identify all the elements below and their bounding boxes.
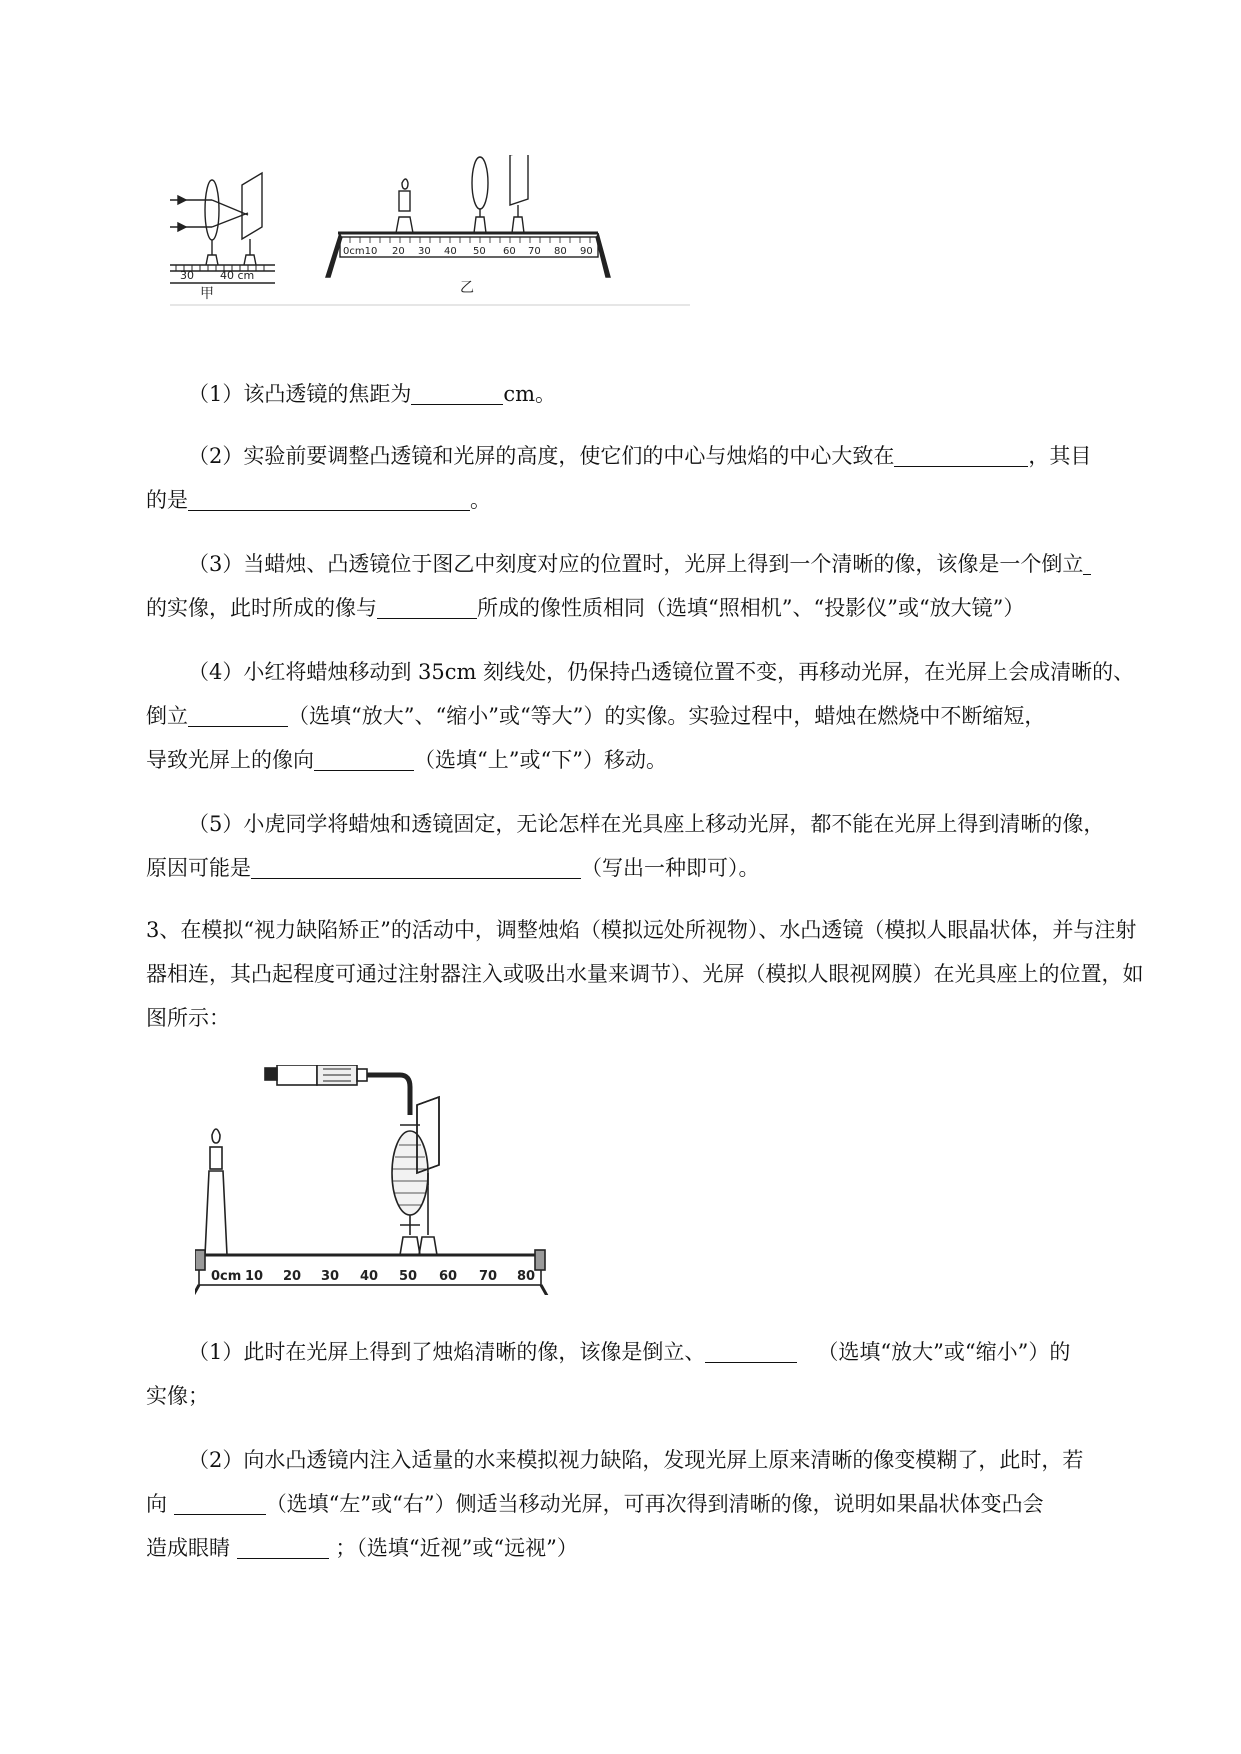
answer-blank[interactable] — [894, 444, 1028, 467]
answer-blank[interactable] — [377, 596, 477, 619]
figure-jia-tick: 40 cm — [220, 269, 255, 282]
figure-yi-tick: 0cm10 — [343, 246, 378, 257]
q2-part-4: （4）小红将蜡烛移动到 35cm 刻线处，仍保持凸透镜位置不变，再移动光屏，在光屏上会成清晰的、 — [188, 660, 1135, 684]
figure3-tick: 50 — [399, 1269, 418, 1284]
answer-blank[interactable] — [174, 1492, 266, 1515]
answer-blank[interactable] — [705, 1340, 797, 1363]
figure-yi-tick: 90 — [580, 246, 593, 257]
q2-part-3-cont: 的实像，此时所成的像与 所成的像性质相同（选填“照相机”、“投影仪”或“放大镜”） — [146, 596, 1025, 620]
figure3-tick: 20 — [283, 1269, 302, 1284]
figure-yi-tick: 80 — [554, 246, 567, 257]
q3-part-2-cont: 向 （选填“左”或“右”）侧适当移动光屏，可再次得到清晰的像，说明如果晶状体变凸会 — [146, 1492, 1044, 1516]
figure-vision-model — [195, 1065, 645, 1295]
figure-lens-bench-1 — [170, 155, 690, 335]
answer-blank[interactable] — [188, 704, 288, 727]
q2-part-2-cont: 的是 。 — [146, 488, 491, 512]
figure-yi — [326, 155, 610, 277]
q3-part-1-cont: 实像； — [146, 1384, 209, 1408]
figure3-tick: 40 — [360, 1269, 379, 1284]
q3-part-2-cont2: 造成眼睛 ；（选填“近视”或“远视”） — [146, 1536, 578, 1560]
figure3-tick: 80 — [517, 1269, 536, 1284]
q3-part-1: （1）此时在光屏上得到了烛焰清晰的像，该像是倒立、 （选填“放大”或“缩小”）的 — [188, 1340, 1071, 1364]
q3-intro: 3、在模拟“视力缺陷矫正”的活动中，调整烛焰（模拟远处所视物）、水凸透镜（模拟人眼晶状体，并与注射器相连，其凸起程度可通过注射器注入或吸出水量来调节）、光屏（模拟人眼视网膜）在光具座上的位置，如图所示： — [146, 918, 1144, 1030]
figure3-tick: 60 — [439, 1269, 458, 1284]
figure3-tick: 0cm — [211, 1269, 242, 1284]
q2-part-5-cont: 原因可能是 （写出一种即可）。 — [146, 856, 760, 880]
figure-yi-tick: 20 — [392, 246, 405, 257]
answer-blank[interactable] — [237, 1536, 329, 1559]
figure-yi-tick: 70 — [528, 246, 541, 257]
answer-blank[interactable] — [188, 488, 470, 511]
figure-yi-tick: 40 — [444, 246, 457, 257]
figure-jia-tick: 30 — [180, 269, 194, 282]
figure3-tick: 30 — [321, 1269, 340, 1284]
figure-yi-tick: 50 — [473, 246, 486, 257]
figure-jia-caption: 甲 — [200, 286, 214, 302]
q2-part-5: （5）小虎同学将蜡烛和透镜固定，无论怎样在光具座上移动光屏，都不能在光屏上得到清晰的像， — [188, 812, 1105, 836]
figure3-tick: 10 — [245, 1269, 264, 1284]
answer-blank[interactable] — [251, 856, 581, 879]
answer-blank[interactable] — [411, 382, 503, 405]
q2-part-2: （2）实验前要调整凸透镜和光屏的高度，使它们的中心与烛焰的中心大致在 ，其目 — [188, 444, 1092, 468]
q2-part-4-cont2: 导致光屏上的像向 （选填“上”或“下”）移动。 — [146, 748, 667, 772]
figure-yi-tick: 30 — [418, 246, 431, 257]
q2-part-4-cont: 倒立 （选填“放大”、“缩小”或“等大”）的实像。实验过程中，蜡烛在燃烧中不断缩短， — [146, 704, 1046, 728]
figure-yi-tick: 60 — [503, 246, 516, 257]
q2-part-1: （1）该凸透镜的焦距为 cm。 — [188, 382, 557, 406]
figure-jia — [170, 173, 275, 283]
figure3-tick: 70 — [479, 1269, 498, 1284]
figure-yi-caption: 乙 — [460, 280, 474, 296]
answer-blank[interactable] — [314, 748, 414, 771]
q3-part-2: （2）向水凸透镜内注入适量的水来模拟视力缺陷，发现光屏上原来清晰的像变模糊了，此时，若 — [188, 1448, 1084, 1472]
answer-blank[interactable] — [1083, 552, 1091, 575]
q2-part-3: （3）当蜡烛、凸透镜位于图乙中刻度对应的位置时，光屏上得到一个清晰的像，该像是一个倒立 — [146, 542, 1156, 586]
